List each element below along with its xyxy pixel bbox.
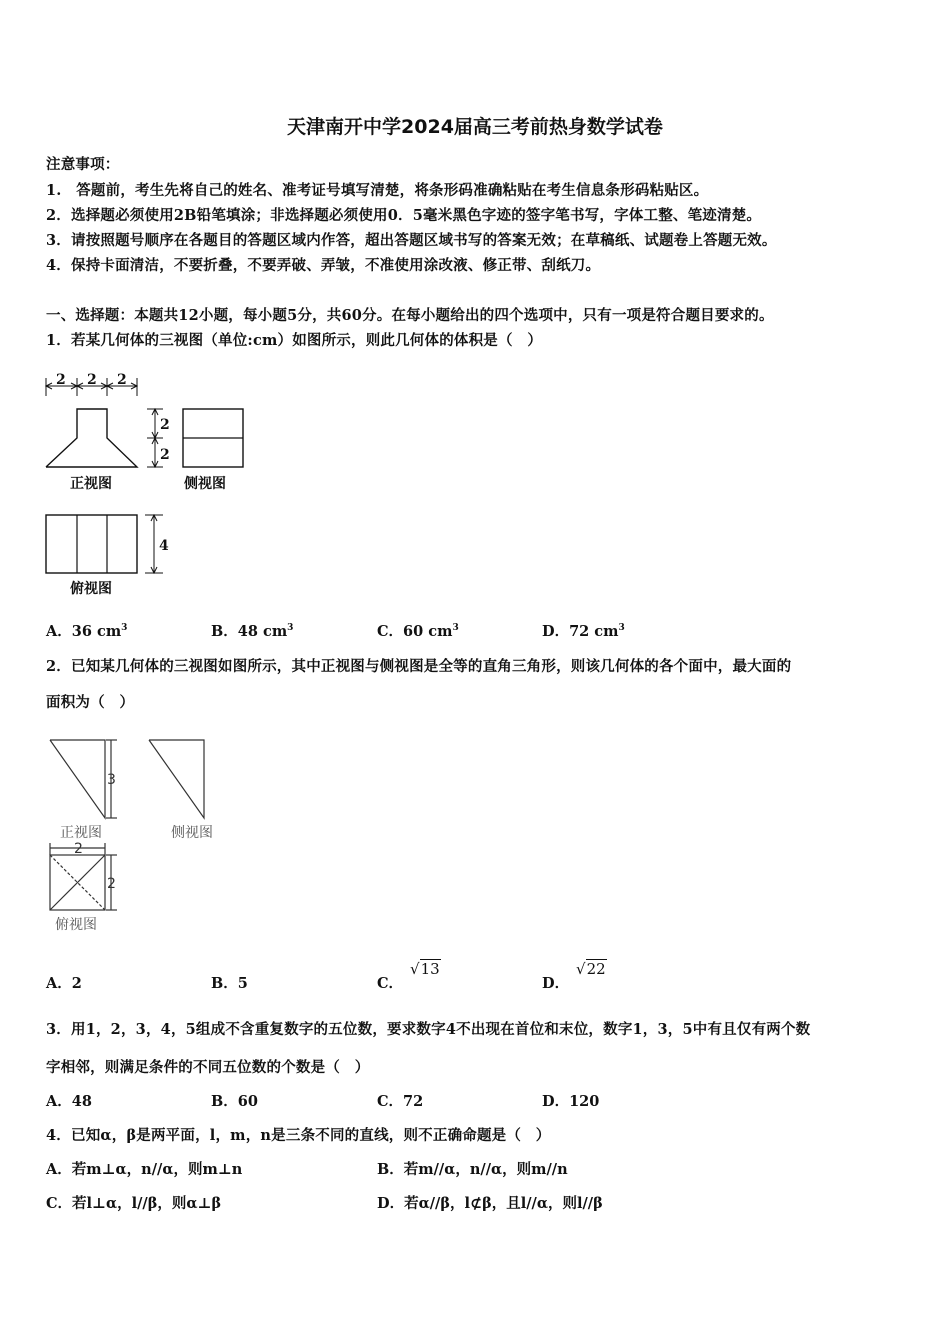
- q2-option-c-sqrt: √13: [410, 960, 440, 978]
- q1-option-a: A．36 $cm^3$: [46, 623, 128, 640]
- q3-option-c: C．72: [377, 1093, 424, 1110]
- q3-option-b: B．60: [211, 1093, 258, 1110]
- q1-dim-top-3: 2: [117, 372, 127, 388]
- q3-option-a: A．48: [46, 1093, 92, 1110]
- q2-top-view-label: 俯视图: [55, 917, 97, 933]
- q4-option-a: A．若m⊥α，n//α，则m⊥n: [46, 1161, 243, 1178]
- q1-dim-top-2: 2: [87, 372, 97, 388]
- notice-item-2: 2．选择题必须使用2B铅笔填涂；非选择题必须使用0．5毫米黑色字迹的签字笔书写，字体工整、笔迹清楚。: [46, 207, 762, 224]
- q2-dim-width: 2: [74, 841, 83, 857]
- q1-option-d: D．72 $cm^3$: [542, 623, 625, 640]
- q2-dim-height: 3: [107, 772, 116, 788]
- q4-option-b: B．若m//α，n//α，则m//n: [377, 1161, 568, 1178]
- q1-dim-top-1: 2: [56, 372, 66, 388]
- q2-front-view-label: 正视图: [60, 825, 102, 841]
- q2-option-b: B．5: [211, 975, 248, 992]
- q2-stem-line2: 面积为（ ）: [46, 694, 135, 711]
- q2-option-d-letter: D．: [542, 975, 570, 992]
- notice-item-3: 3．请按照题号顺序在各题目的答题区域内作答，超出答题区域书写的答案无效；在草稿纸、试题卷上答题无效。: [46, 232, 777, 249]
- notice-item-1: 1. 答题前，考生先将自己的姓名、准考证号填写清楚，将条形码准确粘贴在考生信息条形码粘贴区。: [46, 182, 709, 199]
- q2-stem-line1: 2．已知某几何体的三视图如图所示，其中正视图与侧视图是全等的直角三角形，则该几何体的各个面中，最大面的: [46, 658, 792, 675]
- section-heading: 一、选择题：本题共12小题，每小题5分，共60分。在每小题给出的四个选项中，只有一项是符合题目要求的。: [46, 307, 774, 324]
- q3-stem-line1: 3．用1，2，3，4，5组成不含重复数字的五位数，要求数字4不出现在首位和末位，数字1，3，5中有且仅有两个数: [46, 1021, 811, 1038]
- q1-stem: 1．若某几何体的三视图（单位:cm）如图所示，则此几何体的体积是（ ）: [46, 332, 543, 349]
- q4-stem: 4．已知α，β是两平面，l，m，n是三条不同的直线，则不正确命题是（ ）: [46, 1127, 551, 1144]
- q1-top-view-label: 俯视图: [70, 581, 112, 597]
- page-title: 天津南开中学2024届高三考前热身数学试卷: [287, 116, 663, 138]
- q2-side-view-label: 侧视图: [171, 825, 213, 841]
- q1-option-c: C．60 $cm^3$: [377, 623, 459, 640]
- q1-dim-right-1: 2: [160, 417, 170, 433]
- q2-option-a: A．2: [46, 975, 82, 992]
- notice-heading: 注意事项：: [46, 156, 120, 173]
- q1-option-b: B．48 $cm^3$: [211, 623, 294, 640]
- q1-side-view-label: 侧视图: [184, 476, 226, 492]
- q3-stem-line2: 字相邻，则满足条件的不同五位数的个数是（ ）: [46, 1059, 370, 1076]
- q1-dim-side: 4: [159, 538, 169, 554]
- q2-dim-depth: 2: [107, 876, 116, 892]
- q1-front-view-label: 正视图: [70, 476, 112, 492]
- q1-dim-right-2: 2: [160, 447, 170, 463]
- notice-item-4: 4．保持卡面清洁，不要折叠，不要弄破、弄皱，不准使用涂改液、修正带、刮纸刀。: [46, 257, 601, 274]
- q4-option-d: D．若α//β，l⊄β，且l//α，则l//β: [377, 1195, 603, 1212]
- q4-option-c: C．若l⊥α，l//β，则α⊥β: [46, 1195, 222, 1212]
- q2-option-c-letter: C．: [377, 975, 404, 992]
- q2-option-d-sqrt: √22: [576, 960, 606, 978]
- q3-option-d: D．120: [542, 1093, 600, 1110]
